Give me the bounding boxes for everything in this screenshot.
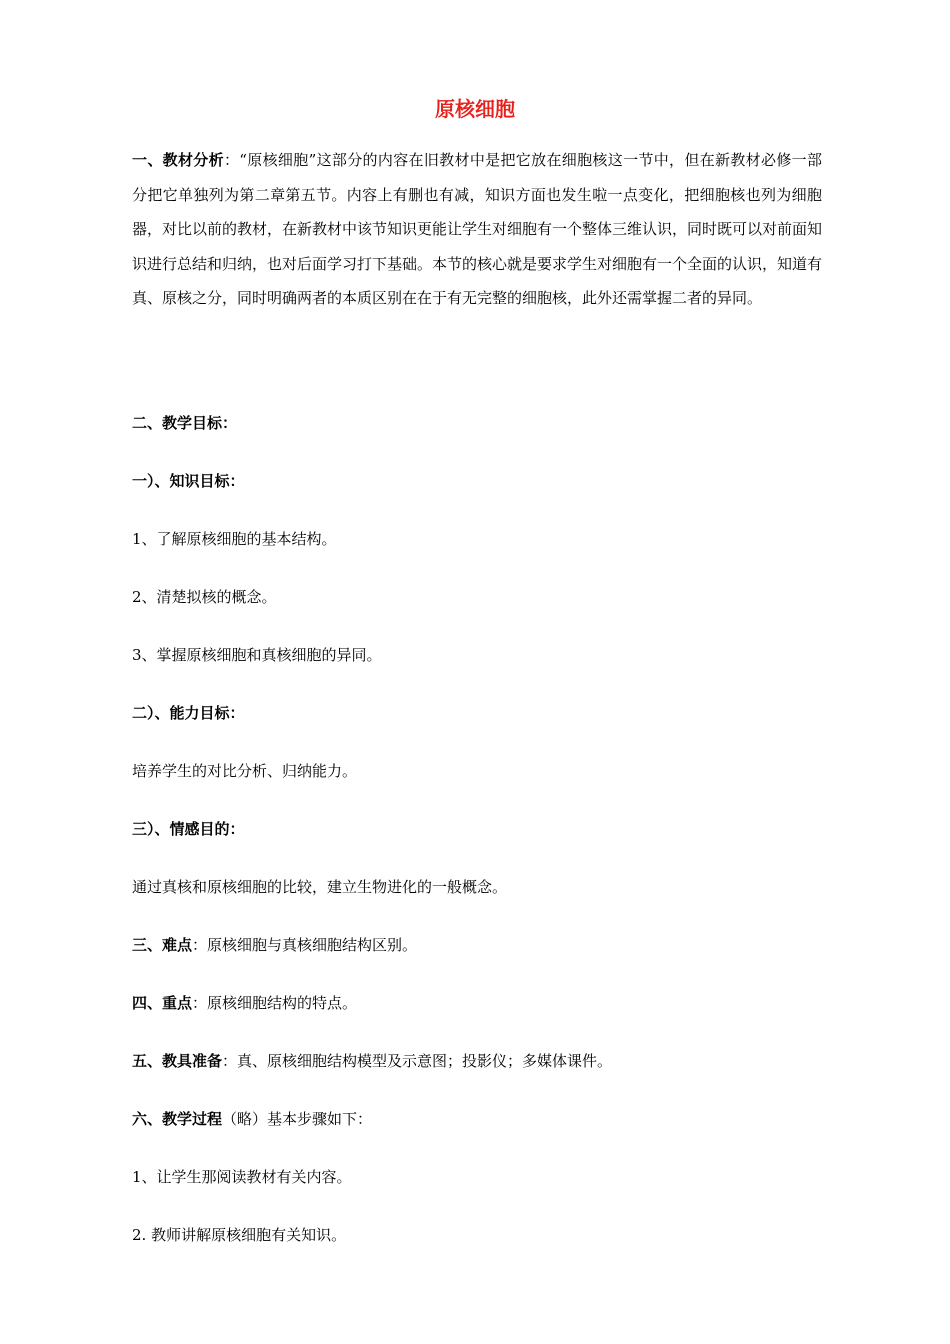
document-title: 原核细胞 [435, 97, 515, 121]
section-heading: 三、难点 [132, 936, 193, 954]
section-heading: 五、教具准备 [132, 1052, 223, 1070]
list-item: 2. 教师讲解原核细胞有关知识。 [132, 1226, 347, 1244]
list-item: 1、了解原核细胞的基本结构。 [132, 530, 337, 548]
section-heading: 四、重点 [132, 994, 193, 1012]
section-difficulties [132, 930, 822, 960]
ability-text: 培养学生的对比分析、归纳能力。 [132, 762, 358, 780]
section-heading: 一、教材分析 [132, 151, 224, 169]
section-teaching-process [132, 1104, 822, 1134]
section-body: ：原核细胞与真核细胞结构区别。 [192, 936, 418, 954]
section-body: （略）基本步骤如下： [222, 1110, 373, 1128]
section-body: ：真、原核细胞结构模型及示意图；投影仪；多媒体课件。 [222, 1052, 613, 1070]
subheading-knowledge-objectives: 一）、知识目标： [132, 472, 245, 490]
section-teaching-aids [132, 1046, 822, 1076]
subheading-emotion-objectives: 三）、情感目的： [132, 820, 245, 838]
subheading-ability-objectives: 二）、能力目标： [132, 704, 245, 722]
section-teaching-analysis [132, 143, 822, 316]
section-heading-objectives: 二、教学目标： [132, 414, 238, 432]
section-key-points [132, 988, 822, 1018]
section-heading: 六、教学过程 [132, 1110, 223, 1128]
colon: ： [223, 151, 240, 169]
section-body: “原核细胞”这部分的内容在旧教材中是把它放在细胞核这一节中，但在新教材必修一部分把它单独列为第二章第五节。内容上有删也有减，知识方面也发生啦一点变化，把细胞核也列为细胞器，对比以前的教材，在新教材中该节知识更能让学生对细胞有一个整体三维认识，同时既可以对前面知识进行总结和归纳，也对后面学习打下基础。本节的核心就是要求学生对细胞有一个全面的认识，知道有真、原核之分，同时明确两者的本质区别在在于有无完整的细胞核，此外还需掌握二者的异同。 [132, 151, 823, 308]
list-item: 3、掌握原核细胞和真核细胞的异同。 [132, 646, 382, 664]
list-item: 1、让学生那阅读教材有关内容。 [132, 1168, 352, 1186]
section-body: ：原核细胞结构的特点。 [192, 994, 358, 1012]
emotion-text: 通过真核和原核细胞的比较，建立生物进化的一般概念。 [132, 878, 508, 896]
list-item: 2、清楚拟核的概念。 [132, 588, 277, 606]
